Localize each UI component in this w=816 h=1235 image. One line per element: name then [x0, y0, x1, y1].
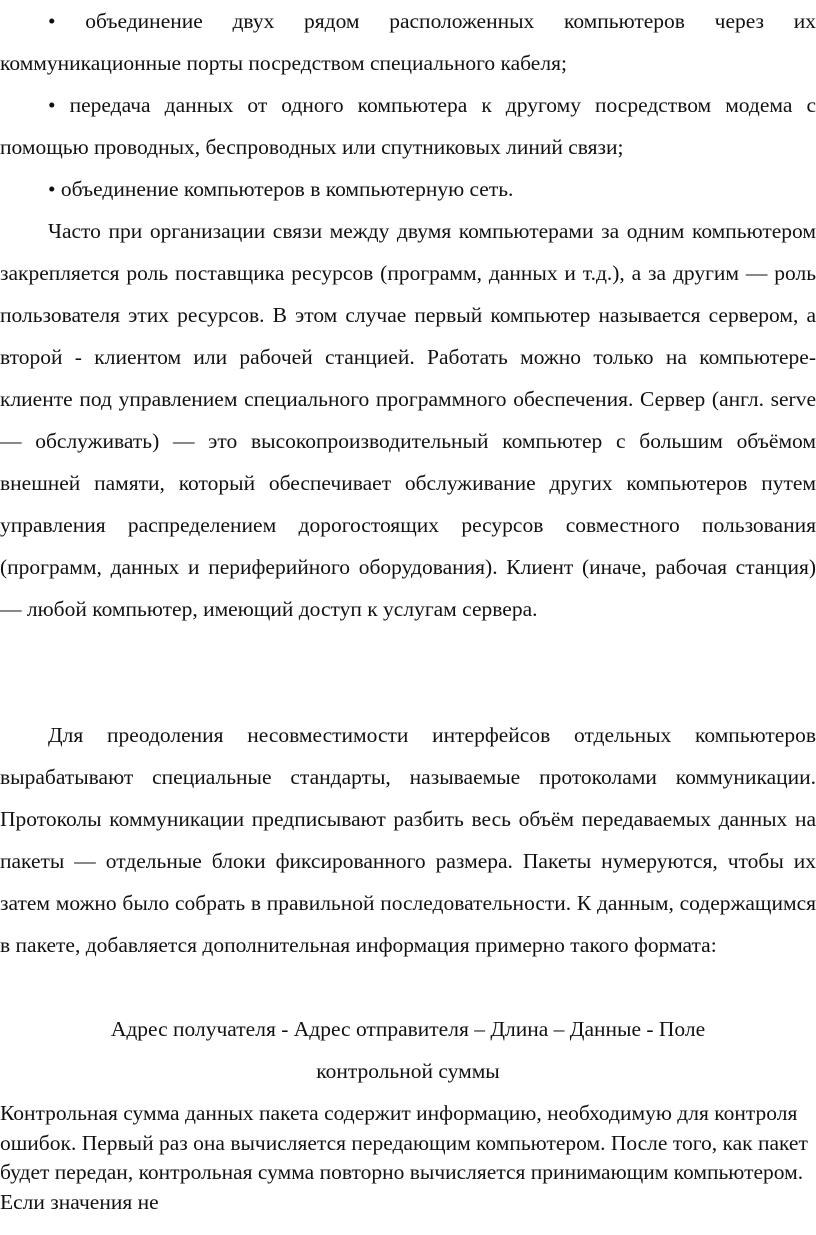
- bullet-item-network: • объединение компьютеров в компьютерную сеть.: [48, 177, 514, 201]
- bullet-item-modem-transfer: • передача данных от одного компьютера к другому посредством модема с помощью проводных, беспроводных или спутниковых линий связи;: [0, 93, 816, 159]
- packet-format: [0, 1008, 816, 1092]
- bullet-item-cable-connection: • объединение двух рядом расположенных компьютеров через их коммуникационные порты посредством специального кабеля;: [0, 9, 816, 75]
- paragraph-protocols: Для преодоления несовместимости интерфейсов отдельных компьютеров вырабатывают специальные стандарты, называемые протоколами коммуникации. Протоколы коммуникации предписывают разбить весь объём передаваемых данных на пакеты — отдельные блоки фиксированного размера. Пакеты нумеруются, чтобы их затем можно было собрать в правильной последовательности. К данным, содержащимся в пакете, добавляется дополнительная информация примерно такого формата:: [0, 723, 816, 957]
- packet-format-line-2: контрольной суммы: [316, 1059, 500, 1083]
- paragraph-server-client: Часто при организации связи между двумя компьютерами за одним компьютером закрепляется роль поставщика ресурсов (программ, данных и т.д.), а за другим — роль пользователя этих ресурсов. В этом случае первый компьютер называется сервером, а второй - клиентом или рабочей станцией. Работать можно только на компьютере-клиенте под управлением специального программного обеспечения. Сервер (англ. serve — обслуживать) — это высокопроизводительный компьютер с большим объёмом внешней памяти, который обеспечивает обслуживание других компьютеров путем управления распределением дорогостоящих ресурсов совместного пользования (программ, данных и периферийного оборудования). Клиент (иначе, рабочая станция) — любой компьютер, имеющий доступ к услугам сервера.: [0, 219, 816, 621]
- paragraph-checksum: Контрольная сумма данных пакета содержит информацию, необходимую для контроля ошибок. Первый раз она вычисляется передающим компьютером. После того, как пакет будет передан, контрольная сумма повторно вычисляется принимающим компьютером. Если значения не: [0, 1101, 808, 1214]
- packet-format-line-1: Адрес получателя - Адрес отправителя – Длина – Данные - Поле: [110, 1017, 706, 1041]
